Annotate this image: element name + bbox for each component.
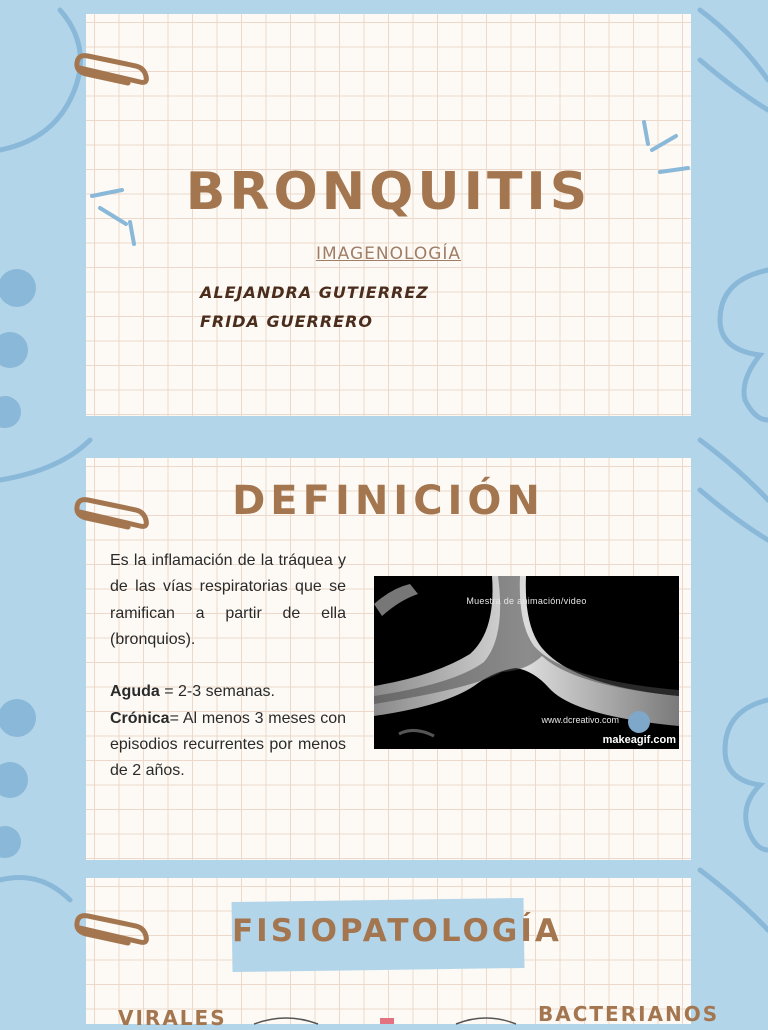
aguda-text: = 2-3 semanas.	[159, 683, 275, 701]
presentation-title: BRONQUITIS	[185, 162, 592, 222]
cronica-label: Crónica	[110, 709, 170, 727]
bronchi-animation[interactable]	[374, 576, 679, 749]
definition-types	[110, 679, 346, 784]
bacterial-label: BACTERIANOS	[538, 1002, 720, 1026]
diagram-circles	[86, 878, 691, 1024]
author-name: FRIDA GUERRERO	[200, 312, 373, 331]
video-caption: Muestra de animación/video	[466, 596, 587, 606]
definition-text	[110, 548, 346, 785]
authors-block	[200, 278, 429, 336]
pathophysiology-heading: FISIOPATOLOGÍA	[232, 913, 562, 949]
paperclip-icon	[74, 54, 154, 94]
course-subtitle: IMAGENOLOGÍA	[315, 244, 462, 264]
pathophysiology-slide	[86, 878, 720, 1030]
author-name: ALEJANDRA GUTIERREZ	[200, 283, 429, 302]
cronica-text: = Al menos 3 meses con episodios recurrentes por menos de 2 años.	[110, 709, 346, 780]
definition-heading: DEFINICIÓN	[232, 478, 545, 524]
definition-slide	[86, 458, 691, 860]
video-watermark-brand: makeagif.com	[602, 734, 676, 746]
viral-label: VIRALES	[118, 1006, 227, 1030]
video-watermark-url: www.dcreativo.com	[541, 715, 619, 725]
definition-intro: Es la inflamación de la tráquea y de las vías respiratorias que se ramifican a partir de ella (bronquios).	[110, 552, 346, 648]
title-slide	[86, 14, 691, 416]
aguda-label: Aguda	[110, 683, 160, 701]
